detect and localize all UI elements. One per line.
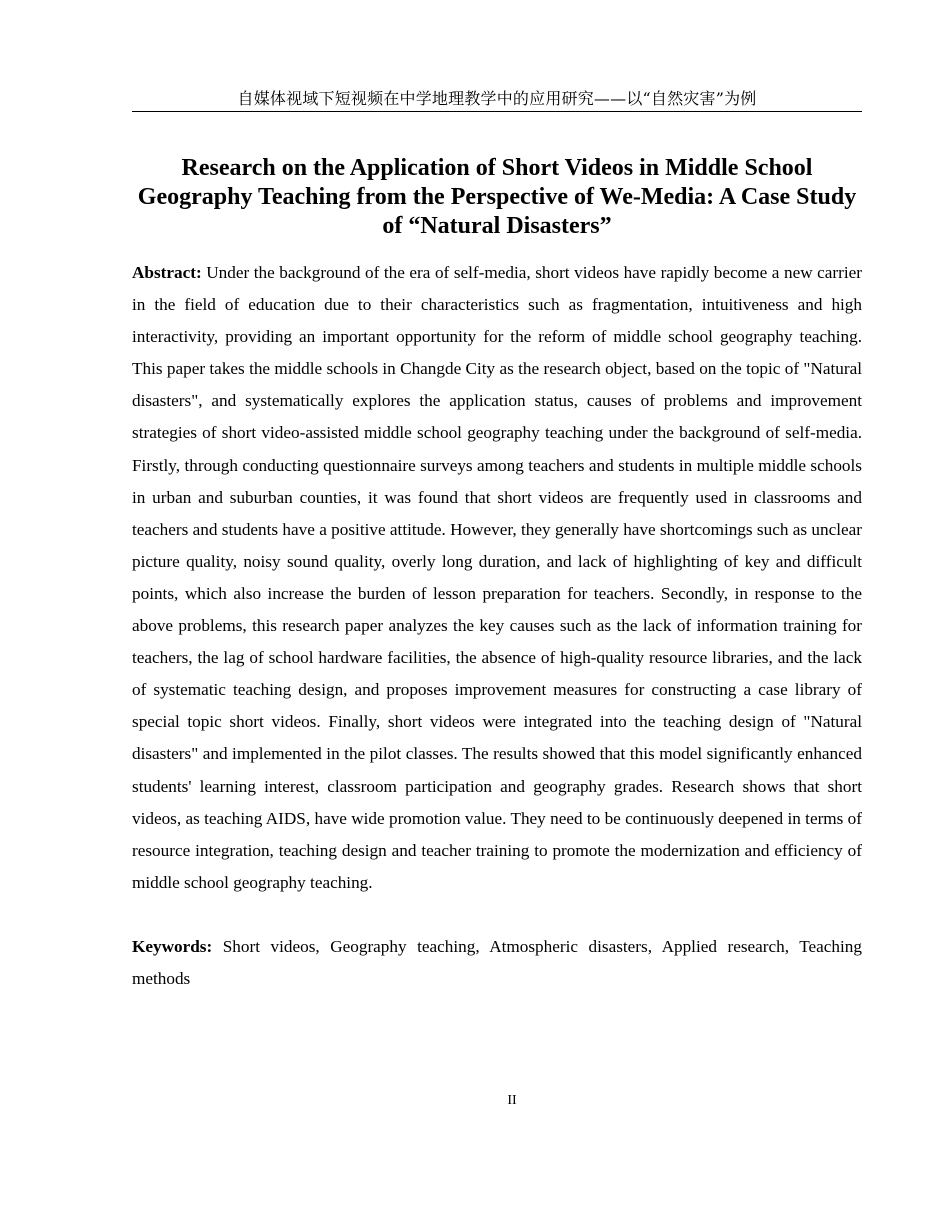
abstract-paragraph [132, 257, 862, 899]
abstract-text: Under the background of the era of self-media, short videos have rapidly become a new carrier in the field of education due to their characteristics such as fragmentation, intuitiveness and high interactivity, providing an important opportunity for the reform of middle school geography teaching. This paper takes the middle schools in Changde City as the research object, based on the topic of "Natural disasters", and systematically explores the application status, causes of problems and improvement strategies of short video-assisted middle school geography teaching under the background of self-media. Firstly, through conducting questionnaire surveys among teachers and students in multiple middle schools in urban and suburban counties, it was found that short videos are frequently used in classrooms and teachers and students have a positive attitude. However, they generally have shortcomings such as unclear picture quality, noisy sound quality, overly long duration, and lack of highlighting of key and difficult points, which also increase the burden of lesson preparation for teachers. Secondly, in response to the above problems, this research paper analyzes the key causes such as the lack of information training for teachers, the lag of school hardware facilities, the absence of high-quality resource libraries, and the lack of systematic teaching design, and proposes improvement measures for constructing a case library of special topic short videos. Finally, short videos were integrated into the teaching design of "Natural disasters" and implemented in the pilot classes. The results showed that this model significantly enhanced students' learning interest, classroom participation and geography grades. Research shows that short videos, as teaching AIDS, have wide promotion value. They need to be continuously deepened in terms of resource integration, teaching design and teacher training to promote the modernization and efficiency of middle school geography teaching. [132, 263, 863, 892]
keywords-text: Short videos, Geography teaching, Atmospheric disasters, Applied research, Teaching methods [132, 937, 862, 989]
paper-title: Research on the Application of Short Videos in Middle School Geography Teaching from the Perspective of We-Media: A Case Study of “Natural Disasters” [137, 155, 857, 239]
running-header: 自媒体视域下短视频在中学地理教学中的应用研究——以“自然灾害”为例 [132, 88, 862, 112]
abstract-label: Abstract: [132, 263, 202, 282]
keywords-paragraph [132, 931, 862, 995]
document-page [132, 0, 862, 1230]
keywords-label: Keywords: [132, 937, 213, 956]
page-number: II [507, 1093, 517, 1108]
